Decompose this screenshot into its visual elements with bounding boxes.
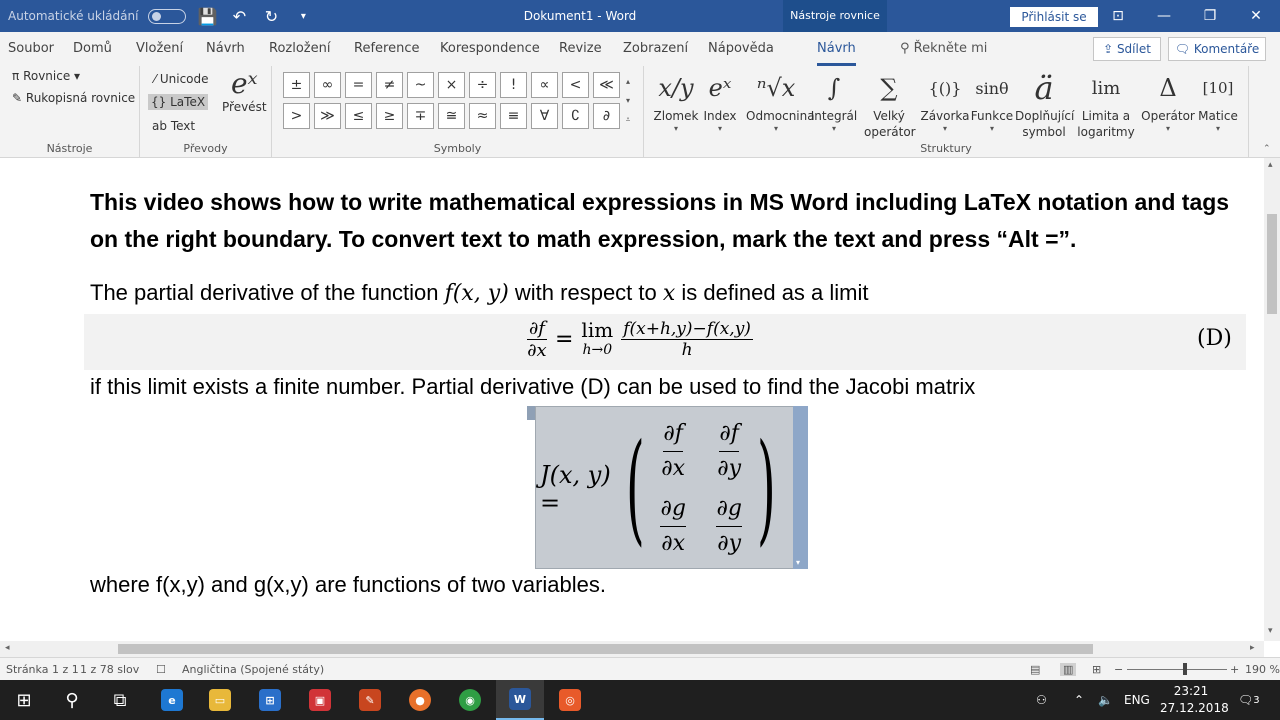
zoom-level[interactable]: 190 % [1245,663,1280,676]
ribbon [0,66,1280,158]
tray-chevron-up-icon[interactable]: ⌃ [1074,693,1085,707]
cell-denominator: ∂y [717,530,742,556]
ink-equation-icon: ✎ [12,91,23,105]
unicode-label: Unicode [159,72,209,86]
matrix-cell [716,492,741,561]
scroll-thumb[interactable] [118,644,1093,654]
operator-icon: Δ [1159,74,1177,102]
operator-label: Operátor [1141,109,1195,123]
function-button[interactable] [962,68,1022,133]
horizontal-scrollbar[interactable] [0,641,1264,657]
symbol-button[interactable]: ≈ [469,103,496,129]
sum-icon: ∑ [880,74,898,102]
ribbon-tabs [0,32,1280,66]
fraction-label: Zlomek [653,109,699,123]
cell-denominator: ∂x [661,455,686,481]
cell-numerator: ∂g [716,492,741,527]
limit-word: lim [581,317,614,342]
left-paren: ( [626,418,646,558]
fraction-denominator: ∂x [527,340,547,361]
media-app-icon[interactable]: ▣ [296,680,344,720]
accent-label: Doplňující symbol [1015,109,1075,139]
restore-button[interactable]: ❐ [1203,8,1217,24]
symbol-button[interactable]: ~ [407,72,434,98]
reader-app-icon[interactable]: ✎ [346,680,394,720]
matrix-icon: [10] [1202,79,1234,97]
zoom-slider[interactable] [1127,669,1227,670]
equation-label: Rovnice [23,69,71,83]
chevron-down-icon: ▾ [673,124,678,133]
print-layout-icon[interactable]: ▥ [1060,663,1076,676]
share-icon: ⇪ [1103,42,1117,56]
equation-options-handle[interactable] [793,406,808,569]
taskbar [0,680,1280,720]
integral-icon: ∫ [827,74,841,102]
symbol-button[interactable]: ∂ [593,103,620,129]
chevron-up-icon[interactable]: ▴ [625,77,630,86]
exponent-icon: eˣ [231,67,258,100]
proofing-icon[interactable]: ☐ [156,663,166,676]
equation-tag: (D) [1197,326,1232,351]
clock-time: 23:21 [1173,684,1209,698]
text-run: The partial derivative of the function [90,280,445,305]
comment-icon: 🗨 [1174,42,1194,56]
text-abc-icon: ab [152,119,167,133]
chevron-down-icon: ▾ [1215,124,1220,133]
group-label-tools: Nástroje [46,142,93,155]
chevron-down-icon: ▾ [1165,124,1170,133]
text-label: Text [170,119,196,133]
ribbon-display-icon[interactable]: ⊡ [1112,8,1124,24]
close-button[interactable]: ✕ [1250,8,1262,24]
tab-mailings[interactable]: Korespondence [440,41,540,56]
matrix-cell [661,417,685,486]
limit-subscript: h→0 [582,341,613,358]
read-mode-icon[interactable]: ▤ [1030,663,1041,676]
group-label-symbols: Symboly [433,142,482,155]
group-label-structures: Struktury [920,142,972,155]
text-run: with respect to [508,280,663,305]
notification-count: 3 [1253,694,1260,706]
undo-icon[interactable]: ↶ [232,6,247,26]
chevron-down-icon: ▾ [717,124,722,133]
notifications-icon[interactable]: 🗨 3 [1238,693,1260,707]
document-page[interactable] [0,158,1264,641]
symbol-button[interactable]: ∝ [531,72,558,98]
save-icon[interactable]: 💾 [197,6,218,26]
redo-icon[interactable]: ↻ [264,6,279,26]
share-button[interactable] [1093,37,1161,61]
cell-numerator: ∂f [663,417,683,452]
title-bar [0,0,1280,32]
edge-icon[interactable]: e [148,680,196,720]
tab-insert[interactable]: Vložení [136,41,184,56]
symbol-button[interactable]: ∓ [407,103,434,129]
tab-home[interactable]: Domů [73,41,112,56]
difference-quotient [621,319,753,360]
collapse-ribbon-icon[interactable]: ⌃ [1263,144,1271,154]
symbol-button[interactable]: × [438,72,465,98]
paragraph-two-variables: where f(x,y) and g(x,y) are functions of two variables. [90,572,606,597]
symbol-button[interactable]: = [345,72,372,98]
zoom-slider-knob[interactable] [1183,663,1187,675]
bracket-label: Závorka [920,109,970,123]
comments-button[interactable] [1168,37,1266,61]
cell-denominator: ∂x [661,530,686,556]
tab-file[interactable]: Soubor [8,41,54,56]
symbol-button[interactable]: ≅ [438,103,465,129]
function-icon: sinθ [975,78,1009,98]
equation-d[interactable] [527,318,753,361]
equation-handle[interactable] [527,406,535,420]
latex-label: LaTeX [170,95,206,109]
heading-paragraph: This video shows how to write mathematical expressions in MS Word including LaTeX notation and tags on the right boundary. To convert text to math expression, mark the text and press “Alt =”. [90,189,1230,252]
braces-icon: {} [151,95,167,109]
inline-math-f: f(x, y) [444,281,509,306]
scroll-left-icon[interactable]: ◂ [5,643,10,653]
symbol-button[interactable]: ≥ [376,103,403,129]
script-label: Index [703,109,737,123]
text-option[interactable] [152,119,195,133]
limit-log-button[interactable] [1074,68,1138,140]
scroll-thumb[interactable] [1267,214,1277,314]
tab-help[interactable]: Nápověda [708,41,774,56]
people-icon[interactable]: ⚇ [1036,693,1047,707]
fraction-numerator: ∂f [529,318,545,339]
paragraph-partial-derivative [90,280,869,306]
cell-numerator: ∂g [660,492,685,527]
symbol-button[interactable]: ≪ [593,72,620,98]
limit-icon: lim [1091,77,1121,99]
symbol-button[interactable]: ≠ [376,72,403,98]
matrix-cell [717,417,741,486]
system-clock[interactable] [1160,683,1229,717]
minimize-button[interactable]: — [1157,8,1171,24]
equation-tools-context: Nástroje rovnice [783,0,887,32]
language-indicator[interactable]: Angličtina (Spojené státy) [182,663,325,676]
matrix-button[interactable] [1188,68,1248,133]
document-title: Dokument1 - Word [523,9,637,23]
jacobi-content [540,407,790,570]
chevron-down-icon: ▾ [773,124,778,133]
limit [581,317,614,360]
symbol-button[interactable]: ∁ [562,103,589,129]
equals-sign: = [554,327,574,352]
chevron-down-icon: ▾ [989,124,994,133]
volume-icon[interactable]: 🔈 [1098,693,1113,707]
radical-label: Odmocnina [746,109,815,123]
chevron-down-icon[interactable]: ▾ [625,96,630,105]
fraction-numerator: f(x+h,y)−f(x,y) [623,319,751,339]
unicode-option[interactable] [154,72,209,86]
text-run: is defined as a limit [675,280,869,305]
web-layout-icon[interactable]: ⊞ [1092,663,1102,676]
page-count[interactable]: Stránka 1 z 1 [6,663,79,676]
symbol-button[interactable]: > [283,103,310,129]
firefox-icon[interactable]: ● [396,680,444,720]
store-icon[interactable]: ⊞ [246,680,294,720]
limit-log-label: Limita a logaritmy [1077,109,1135,139]
tab-layout[interactable]: Rozložení [269,41,331,56]
chevron-down-icon: ▾ [831,124,836,133]
accent-icon: ä [1034,69,1054,107]
ink-equation-label: Rukopisná rovnice [25,91,136,105]
cell-numerator: ∂f [719,417,739,452]
word-count[interactable]: 1 z 78 slov [80,663,140,676]
convert-button[interactable] [222,68,267,114]
customize-toolbar-icon[interactable]: ▾ [300,10,306,22]
symbol-button[interactable]: ∞ [314,72,341,98]
jacobi-equation[interactable] [535,406,808,569]
cell-denominator: ∂y [717,455,742,481]
inline-math-x: x [662,281,676,306]
recorder-app-icon[interactable]: ◎ [546,680,594,720]
autosave-toggle[interactable] [148,9,186,24]
fraction-denominator: h [681,340,693,360]
radical-icon: ⁿ√x [756,74,796,102]
file-explorer-icon[interactable]: ▭ [196,680,244,720]
pi-icon: π [12,69,20,83]
accent-button[interactable] [1014,68,1074,140]
input-language[interactable]: ENG [1124,693,1150,707]
ink-equation-button[interactable] [12,91,135,105]
fraction-icon: x/y [658,74,694,102]
symbol-gallery-scroll[interactable] [622,72,634,129]
jacobi-matrix [645,414,757,564]
partial-fraction [527,318,547,361]
symbol-button[interactable]: ÷ [469,72,496,98]
sign-in-button[interactable]: Přihlásit se [1010,7,1098,27]
clock-date: 27.12.2018 [1160,701,1229,715]
tell-me-search[interactable] [900,41,987,56]
paragraph-jacobi-intro: if this limit exists a finite number. Partial derivative (D) can be used to find the Jacobi matrix [90,374,976,399]
symbol-button[interactable]: ∀ [531,103,558,129]
status-bar [0,657,1280,680]
equation-button[interactable]: π Rovnice ▾ [12,69,81,83]
tab-equation-design[interactable]: Návrh [817,41,856,56]
zoom-in-icon[interactable]: + [1230,663,1240,676]
group-conversions [140,66,272,158]
function-label: Funkce [970,109,1014,123]
search-icon[interactable]: ⚲ [65,689,79,711]
convert-label: Převést [222,100,267,114]
vertical-scrollbar[interactable] [1264,158,1280,641]
scroll-right-icon[interactable]: ▸ [1250,643,1255,653]
jacobi-lhs: J(x, y) = [540,460,611,517]
chevron-down-icon[interactable]: ▾ [796,558,801,567]
tell-me-label: Řekněte mi [913,41,988,56]
script-button[interactable] [690,68,750,133]
bracket-icon: {()} [928,78,962,98]
symbol-button[interactable]: ± [283,72,310,98]
chevron-down-icon: ▾ [942,124,947,133]
symbol-button[interactable]: < [562,72,589,98]
share-label: Sdílet [1116,42,1151,56]
large-operator-label: Velký operátor [864,109,916,139]
symbol-button[interactable]: ≫ [314,103,341,129]
right-paren: ) [757,418,776,558]
windows-start-icon[interactable]: ⊞ [16,689,32,711]
tab-references[interactable]: Reference [354,41,420,56]
scroll-down-icon[interactable]: ▾ [1268,626,1273,636]
radical-button[interactable] [746,68,815,133]
search-icon: ⚲ [900,41,914,56]
zoom-out-icon[interactable]: − [1114,663,1124,676]
group-tools [0,66,140,158]
integral-label: Integrál [810,109,858,123]
tab-view[interactable]: Zobrazení [623,41,689,56]
slash-icon: ⁄ [154,72,157,86]
chrome-icon[interactable]: ◉ [446,680,494,720]
autosave-label: Automatické ukládání [8,9,139,23]
matrix-label: Matice [1198,109,1238,123]
symbol-gallery [283,72,624,131]
symbol-button[interactable]: ≡ [500,103,527,129]
tab-review[interactable]: Revize [559,41,602,56]
task-view-icon[interactable]: ⧉ [113,689,127,711]
integral-button[interactable] [806,68,862,133]
comments-label: Komentáře [1193,42,1260,56]
tab-design[interactable]: Návrh [206,41,245,56]
more-icon[interactable]: ⩡ [625,115,631,124]
latex-option[interactable] [148,94,208,110]
script-icon: eˣ [708,74,732,102]
large-operator-button[interactable] [860,68,918,140]
matrix-cell [660,492,685,561]
scroll-up-icon[interactable]: ▴ [1268,160,1273,170]
word-taskbar-icon[interactable]: W [496,680,544,720]
symbol-button[interactable]: ! [500,72,527,98]
symbol-button[interactable]: ≤ [345,103,372,129]
group-label-conversions: Převody [183,142,228,155]
